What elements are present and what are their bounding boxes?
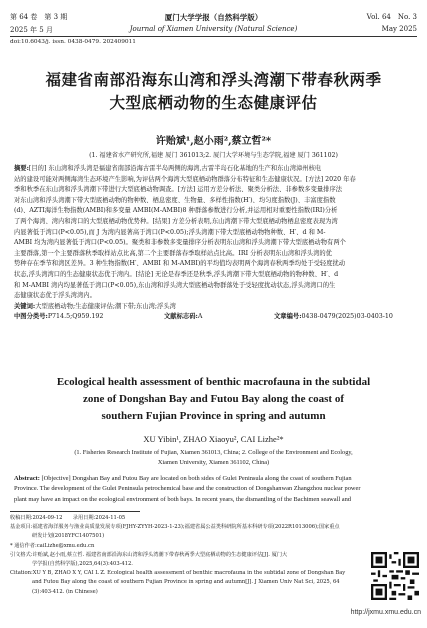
abstract-cn-line: 状态,浮头湾湾口的生态健康状态优于湾内。[结论] 无论是春季还是秋季,浮头湾潮下带大型底栖动物的物种数、H′、d	[14, 270, 339, 278]
authors-en: XU Yibin¹, ZHAO Xiaoyu², CAI Lizhe²*	[143, 434, 284, 444]
doc-code-label: 文献标志码:	[164, 313, 198, 321]
abstract-en-line: [Objective] Dongshan Bay and Futou Bay are located on both sides of Gulei Peninsula along the coast of southern Fujian	[41, 475, 352, 482]
title-en-line: Ecological health assessment of benthic macrofauna in the subtidal	[56, 376, 371, 388]
title-en	[10, 374, 417, 425]
footnote-line: and Futou Bay along the coast of southern Fujian Province in spring and autumn[J]. J Xiamen Univ Nat Sci, 2025, 64	[32, 579, 340, 586]
article-no-label: 文章编号:	[274, 313, 302, 321]
abstract-en-line: Province. The development of the Gulei Peninsula petrochemical base and the construction of Dongshanwan Zhangzhou nuclear power	[14, 485, 361, 493]
watermark-url: http://jxmu.xmu.edu.cn	[350, 609, 421, 616]
classification-row	[14, 312, 413, 323]
qr-code-icon	[371, 552, 419, 600]
abstract-cn-line: 态健康状态优于浮头湾湾内。	[14, 292, 96, 300]
abstract-cn-line: 势种存在季节和湾区差异。3 种生物指数(H′、AMBI 和 M-AMBI)的平均值均表明两个海湾春秋两季均处于受轻度扰动	[14, 260, 346, 268]
title-en-line: zone of Dongshan Bay and Futou Bay along the coast of	[83, 393, 344, 405]
article-no-value: 0438-0479(2025)03-0403-10	[301, 313, 393, 321]
issue-date-cn: 2025 年 5 月	[10, 26, 53, 34]
abstract-cn-line: AMBI 均为湾内显著低于湾口(P<0.05)。聚类和非参数多变量排序分析表明东山湾和浮头湾潮下带大型底栖动物有两个	[14, 239, 346, 247]
abstract-en-label: Abstract:	[14, 475, 40, 482]
footnote-rule	[10, 511, 140, 512]
abstract-cn-label: 摘要:	[14, 165, 29, 172]
footnote-line: 研发计划(2018YFC1407501)	[32, 533, 105, 540]
issue-date-en: May 2025	[381, 25, 417, 33]
abstract-cn-line: 季和秋季在东山湾和浮头湾潮下带进行大型底栖动物调查。[方法] 运用方差分析法、聚类分析法、非参数多变量排序法	[14, 186, 343, 194]
doc-code-value: A	[197, 313, 203, 321]
affiliation-en-line: Xiamen University, Xiamen 361102, China)	[157, 459, 270, 466]
title-cn-line-2: 大型底栖动物的生态健康评估	[109, 93, 318, 112]
abstract-cn-line: 和 M-AMBI 湾内均显著低于湾口(P<0.05),东山湾和浮头湾大型底栖动物群落处于受轻度扰动状态,浮头湾湾口的生	[14, 281, 336, 289]
clc-value: P714.5;Q959.192	[47, 313, 104, 321]
abstract-en	[14, 474, 413, 505]
doi: doi:10.6043/j. issn. 0438-0479. 202409011	[10, 39, 136, 45]
abstract-cn-line: 了两个海湾、湾内和湾口的大型底栖动物优势种。[结果] 方差分析表明,东山湾潮下带大型底栖动物栖息密度表现为湾	[14, 217, 338, 225]
footnote-line: 学学报(自然科学版),2025,64(3):403-412.	[32, 561, 133, 568]
volume-issue-cn: 第 64 卷 第 3 期	[10, 13, 68, 21]
affiliation-cn: (1. 福建省水产研究所,福建 厦门 361013;2. 厦门大学环境与生态学院,福建 厦门 361102)	[89, 152, 338, 159]
footnote-line: (3):403-412. (in Chinese)	[32, 588, 98, 595]
journal-title-cn: 厦门大学学报（自然科学版）	[164, 13, 263, 22]
affiliation-en	[10, 448, 417, 468]
affiliation-en-line: (1. Fisheries Research Institute of Fujian, Xiamen 361013, China; 2. College of the Environment and Ecology,	[74, 449, 353, 456]
abstract-cn-line: 内显著低于湾口(P<0.05),而 J 为湾内显著高于湾口(P<0.05);浮头湾潮下带大型底栖动物物种数、H′、d 和 M-	[14, 228, 326, 236]
authors-cn: 许贻斌¹,赵小雨²,蔡立哲²*	[155, 136, 272, 147]
abstract-cn-line: 主要群落,第一个主要群落秋季取样站点比高,第二个主要群落春季取样站点比高。IRI 分析表明东山湾和浮头湾的优	[14, 249, 332, 257]
abstract-cn-line: 站的建设可能对两侧海湾生态环境产生影响,为评估两个海湾大型底栖动物群落分布特征和生态健康状况。[方法] 2020 年春	[14, 175, 356, 183]
keywords-cn: 大型底栖动物;生态健康评估;潮下带;东山湾;浮头湾	[35, 302, 176, 310]
footnote-line: 收稿日期:2024-09-12 录用日期:2024-11-05	[10, 515, 126, 521]
abstract-cn-line: 对东山湾和浮头湾潮下带大型底栖动物的物种数、栖息密度、生物量、多样性指数(H′)、均匀度指数(J)、丰富度指数	[14, 196, 336, 204]
title-cn-line-1: 福建省南部沿海东山湾和浮头湾潮下带春秋两季	[45, 70, 382, 89]
abstract-en-line: plant may have an impact on the ecological environment of both bays. In recent years, the dismantling of the Bachimen seawall and	[14, 495, 351, 503]
title-en-line: southern Fujian Province in spring and autumn	[101, 410, 326, 422]
clc-label: 中图分类号:	[14, 313, 48, 321]
volume-issue-en: Vol. 64 No. 3	[366, 13, 417, 21]
footnotes	[10, 514, 365, 597]
abstract-cn-line: [目的] 东山湾和浮头湾是福建省南部沿海古雷半岛两侧的海湾,古雷半岛石化基地的生产和东山湾漳州核电	[28, 165, 322, 172]
keywords-cn-label: 关键词:	[14, 302, 36, 310]
abstract-cn-line: (d)、AZTI海洋生物指数(AMBI)和多变量 AMBI(M-AMBI)8 种群落参数进行分析,并运用相对重要性指数(IRI)分析	[14, 207, 338, 215]
footnote-line: * 通信作者:caiLizhe@xmu.edu.cn	[10, 542, 95, 549]
footnote-line: 基金项目:福建省海洋服务与渔业高质量发展专项(FJHY-ZYYH-2023-1-23);福建省属公益类科研院所基本科研专项(2022R1013006);国家重点	[10, 524, 340, 531]
footnote-line: Citation:XU Y B, ZHAO X Y, CAI L Z. Ecological health assessment of benthic macrofauna in the subtidal zone of Dongshan Bay	[10, 570, 346, 577]
header-rule	[10, 36, 417, 37]
abstract-cn	[14, 164, 413, 323]
footnote-line: 引文格式:许贻斌,赵小雨,蔡立哲. 福建省南部沿海东山湾和浮头湾潮下带春秋两季大型底栖动物的生态健康评估[J]. 厦门大	[10, 551, 288, 558]
journal-title-en: Journal of Xiamen University (Natural Science)	[129, 25, 298, 33]
